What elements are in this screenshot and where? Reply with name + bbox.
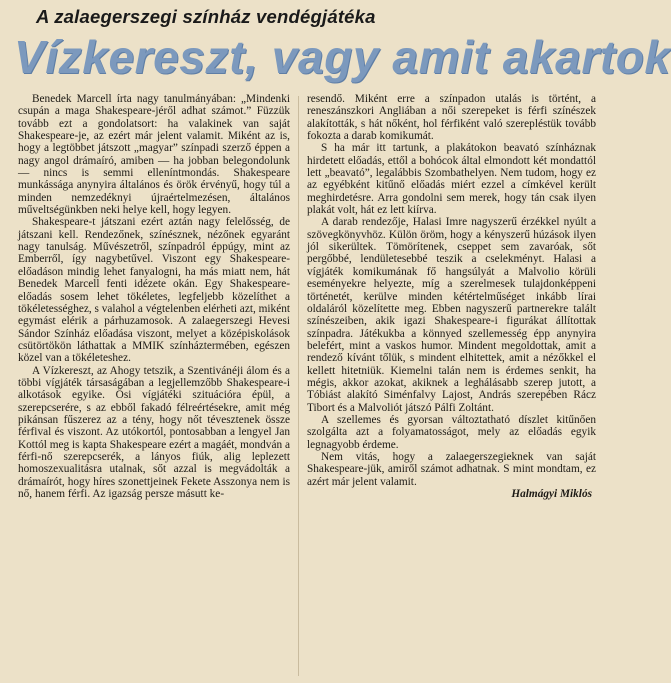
author-byline: Halmágyi Miklós — [511, 488, 592, 500]
paragraph: Nem vitás, hogy a zalaegerszegieknek van saját Shakespeare-jük, amiről számot adhatnak. S mint mondtam, ez azért már jelent valamit. — [307, 450, 596, 488]
paragraph: Shakespeare-t játszani ezért aztán nagy felelősség, de játszani kell. Rendezőnek, színésznek, nézőnek egyaránt nagy tanulság. Művészetről, színpadról éppúgy, mint az Emberről, így nagybetűvel. Viszont egy Shakespeare-előadáson mindig lehet fanyalogni, ha más miatt nem, hát Benedek Marcell fenti idézete okán. Egy Shakespeare-előadás sosem lehet tökéletes, legfeljebb közelíthet a tökéletességhez, s valahol a végtelenben elérheti azt, miként egymást elérik a párhuzamosok. A zalaegerszegi Hevesi Sándor Színház előadása viszont, melyet a középiskolások csütörtökön láthattak a MMIK színháztermében, egészen közel van a tökéleteshez. — [18, 216, 290, 365]
kicker-title: A zalaegerszegi színház vendégjátéka — [36, 6, 376, 27]
paragraph: Benedek Marcell írta nagy tanulmányában: „Mindenki csupán a maga Shakespeare-jéről adhat számot.” Füzzük tovább ezt a gondolatsort: ha valakinek van saját Shakespeare-je, az ezért már jelent valamit. Miként az is, hogy a legtöbbet játszott „magyar” színpadi szerző éppen a nagy angol drámaíró, amiben — ha jobban belegondolunk — nincs is semmi elleníntmondás. Shakespeare munkássága anynyira általános és örök érvényű, hogy túl a minden nemzedéknyi újraértelmezésen, általános műveltségünkben neki helye kell, hogy legyen. — [18, 93, 290, 217]
paragraph: S ha már itt tartunk, a plakátokon beavató színháznak hirdetett előadás, ettől a bohócok által elmondott két mondattól lett „beavató”, legalábbis Szombathelyen. Nem tudom, hogy ez az egyébként kitűnő előadás miért ezzel a címkével került meghirdetésre. Arra gondolni sem merek, hogy tán csak ilyen plakát volt, hát ez lett kiírva. — [307, 142, 596, 217]
headline: Vízkereszt, vagy amit akartok — [14, 31, 671, 83]
article-column-left — [18, 93, 290, 500]
paragraph: A Vízkereszt, az Ahogy tetszik, a Szentivánéji álom és a többi vígjáték társaságában a legjellemzőbb Shakespeare-i alkotások egyike. Ősi vígjátéki szituációra épül, a szerepcserére, s az ebből fakadó félreértésekre, amit még pikánsan fűszerez az a tény, hogy nőt tévesztenek össze férfival és viszont. Az utókortól, pontosabban a lengyel Jan Kottól meg is kapta Shakespeare ezért a magáét, mondván a férfi-nő szerepcserék, a lányos fiúk, alig leplezett homoszexualitásra utalnak, sőt azzal is megvádolták a drámaírót, hogy híres szonettjeinek Fekete Asszonya nem is nő, hanem férfi. Az igazság persze másutt ke- — [18, 364, 290, 500]
column-divider — [298, 96, 299, 676]
paragraph: A szellemes és gyorsan változtatható díszlet kitűnően szolgálta azt a folyamatosságot, mely az előadás egyik legnagyobb érdeme. — [307, 413, 596, 451]
article-column-right — [307, 93, 596, 500]
paragraph: A darab rendezője, Halasi Imre nagyszerű érzékkel nyúlt a szövegkönyvhöz. Külön öröm, hogy a kényszerű húzások ilyen jól sikerültek. Tömörítenek, cseppet sem zavaróak, sőt pergőbbé, lendületesebbé teszik a cselekményt. Halasi a vígjáték komikumának fő hangsúlyát a Malvolio körüli eseményekre helyezte, míg a szerelmesek tulajdonképpeni történetét, kerülve minden kétértelműséget inkább lírai oldaláról közelítette meg. Ebben nagyszerű partnerekre talált színészeiben, akik igazi Shakespeare-i figurákat állítottak színpadra. Játékukba a könnyed szellemesség épp anynyira belefért, mint a vaskos humor. Mindent megoldottak, amit a rendező kívánt tőlük, s mindent elhitettek, amit a nézőkkel el kellett hitetniük. Kiemelni talán nem is érdemes senkit, ha mégis, akkor azokat, akiknek a leghálásabb szerep jutott, a Tóbiást alakító Siménfalvy Lajost, András szerepében Rácz Tibort és a Malvoliót játszó Pálfi Zoltánt. — [307, 216, 596, 414]
paragraph: resendő. Miként erre a színpadon utalás is történt, a reneszánszkori Angliában a női szerepeket is férfi színészek alakították, s hát nőként, hol férfiként való szerepléstük tovább fokozta a darab komikumát. — [307, 93, 596, 143]
